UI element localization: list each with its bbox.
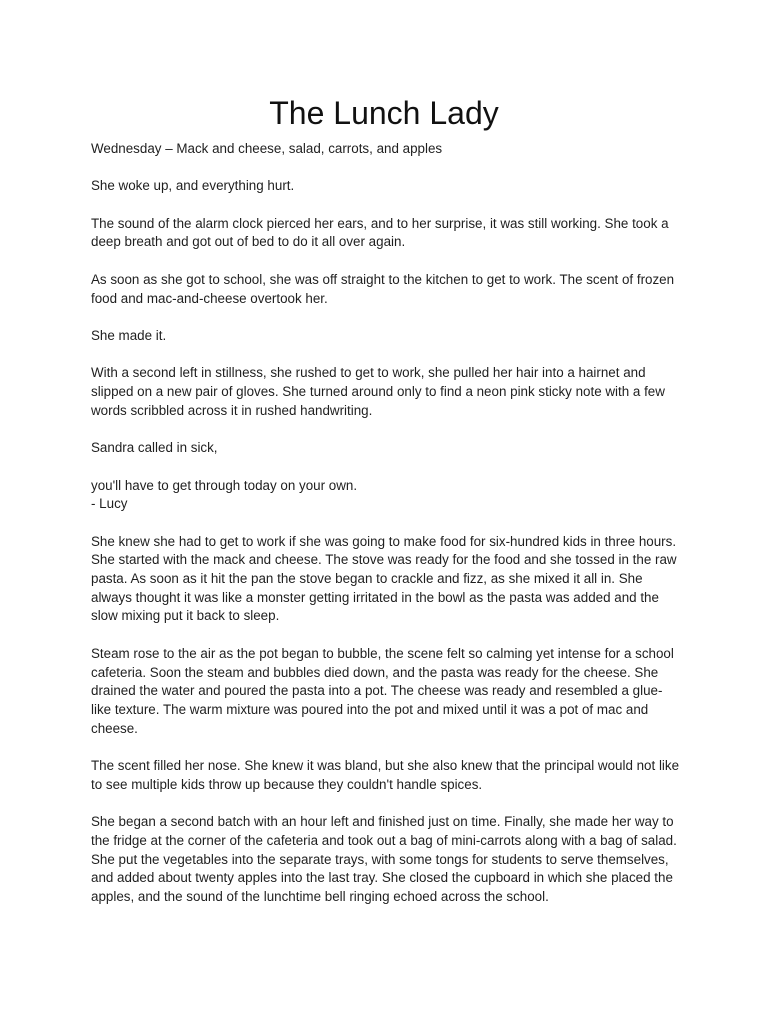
paragraph: She made it. (91, 327, 167, 343)
paragraph: With a second left in stillness, she rushed to get to work, she pulled her hair into a hairnet and slipped on a new pair of gloves. She turned around only to find a neon pink sticky note with a few words scribbled across it in rushed handwriting. (91, 365, 665, 418)
paragraph: As soon as she got to school, she was off straight to the kitchen to get to work. The scent of frozen food and mac-and-cheese overtook her. (91, 271, 675, 306)
paragraph: She woke up, and everything hurt. (91, 178, 295, 194)
paragraph: She began a second batch with an hour left and finished just on time. Finally, she made her way to the fridge at the corner of the cafeteria and took out a bag of mini-carrots along with a bag of salad. She put the vegetables into the separate trays, with some tongs for students to serve themselves, and added about twenty apples into the last tray. She closed the cupboard in which she placed the apples, and the sound of the lunchtime bell ringing echoed across the school. (91, 814, 677, 904)
paragraph: The sound of the alarm clock pierced her ears, and to her surprise, it was still working. She took a deep breath and got out of bed to do it all over again. (91, 215, 669, 250)
document-body (91, 140, 681, 925)
paragraph-note-signature: you'll have to get through today on your own. - Lucy (91, 477, 358, 512)
paragraph-menu-line: Wednesday – Mack and cheese, salad, carrots, and apples (91, 141, 443, 156)
paragraph: Steam rose to the air as the pot began to bubble, the scene felt so calming yet intense for a school cafeteria. Soon the steam and bubbles died down, and the pasta was ready for the cheese. She drained the water and poured the pasta into a pot. The cheese was ready and resembled a glue-like texture. The warm mixture was poured into the pot and mixed until it was a pot of mac and cheese. (91, 645, 674, 736)
paragraph-note-line: Sandra called in sick, (91, 440, 218, 456)
paragraph: The scent filled her nose. She knew it was bland, but she also knew that the principal would not like to see multiple kids throw up because they couldn't handle spices. (91, 758, 680, 792)
document-title: The Lunch Lady (269, 95, 499, 131)
paragraph: She knew she had to get to work if she was going to make food for six-hundred kids in three hours. She started with the mack and cheese. The stove was ready for the food and she tossed in the raw pasta. As soon as it hit the pan the stove began to crackle and fizz, as she mixed it all in. She always thought it was like a monster getting irritated in the bowl as the pasta was added and the slow mixing put it back to sleep. (91, 533, 677, 624)
